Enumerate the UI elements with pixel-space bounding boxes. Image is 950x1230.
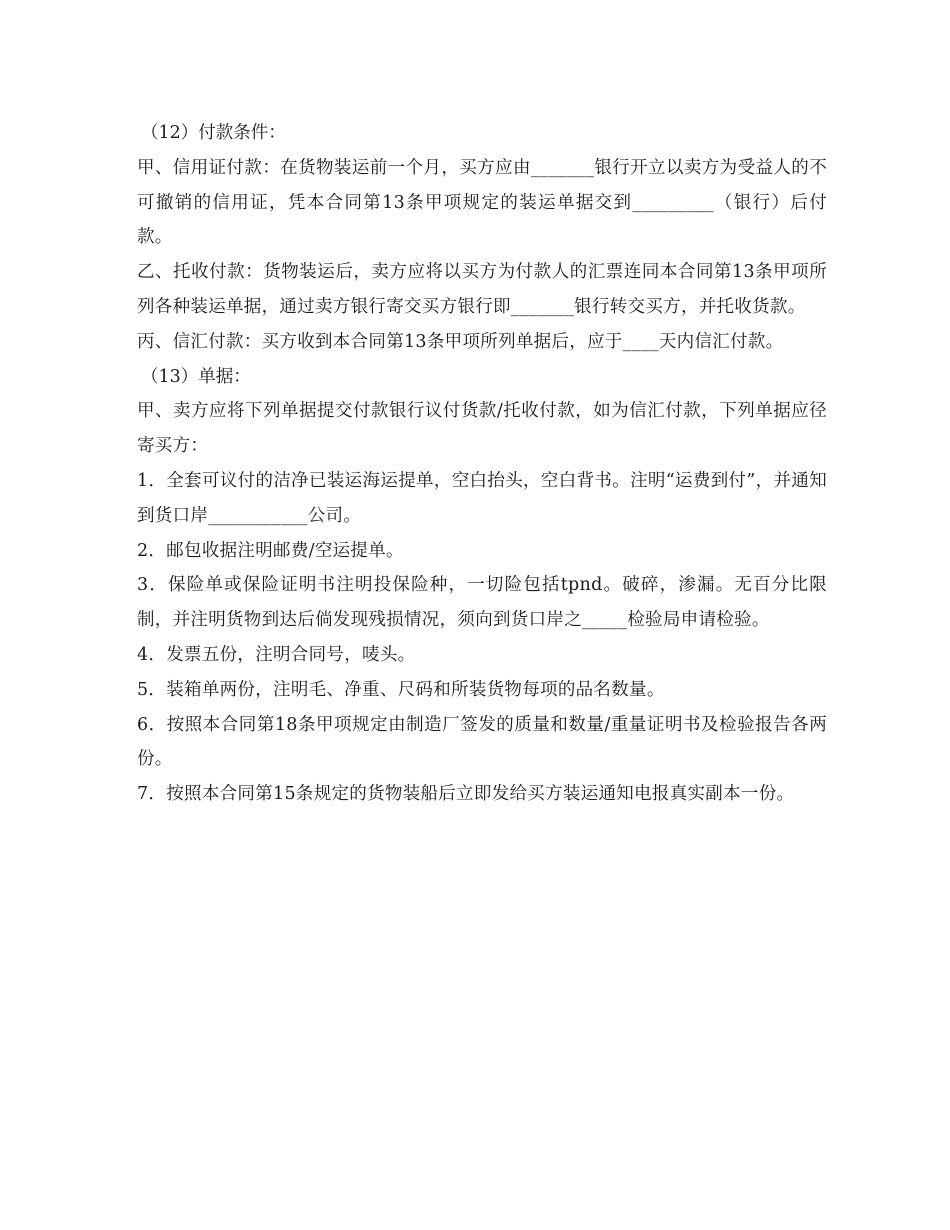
list-item-invoice: 4．发票五份，注明合同号，唛头。 (137, 644, 416, 665)
list-item-shipping-advice: 7．按照本合同第15条规定的货物装船后立即发给买方装运通知电报真实副本一份。 (137, 784, 795, 805)
paragraph-letter-of-credit: 甲、信用证付款：在货物装运前一个月，买方应由_______银行开立以卖方为受益人的不可撤销的信用证，凭本合同第13条甲项规定的装运单据交到_________（银行）后付款。 (137, 157, 827, 248)
section-payment-terms (137, 116, 827, 360)
list-item-packing-list: 5．装箱单两份，注明毛、净重、尺码和所装货物每项的品名数量。 (137, 679, 665, 700)
section-documents (137, 360, 827, 812)
paragraph-collection-payment: 乙、托收付款：货物装运后，卖方应将以买方为付款人的汇票连同本合同第13条甲项所列各种装运单据，通过卖方银行寄交买方银行即_______银行转交买方，并托收货款。 (137, 262, 827, 317)
section-heading: （12）付款条件： (141, 123, 286, 143)
list-item-quality-certificate: 6．按照本合同第18条甲项规定由制造厂签发的质量和数量/重量证明书及检验报告各两份。 (137, 714, 827, 770)
section-heading: （13）单据： (141, 366, 251, 387)
paragraph-mail-transfer: 丙、信汇付款：买方收到本合同第13条甲项所列单据后，应于____天内信汇付款。 (137, 331, 784, 352)
list-item-bill-of-lading: 1．全套可议付的洁净已装运海运提单，空白抬头，空白背书。注明“运费到付”，并通知到货口岸___________公司。 (137, 470, 827, 526)
list-item-insurance-policy: 3．保险单或保险证明书注明投保险种，一切险包括tpnd。破碎，渗漏。无百分比限制，并注明货物到达后倘发现残损情况，须向到货口岸之_____检验局申请检验。 (137, 575, 827, 631)
document-body (137, 116, 827, 812)
list-item-parcel-receipt: 2．邮包收据注明邮费/空运提单。 (137, 540, 404, 561)
paragraph-documents-intro: 甲、卖方应将下列单据提交付款银行议付货款/托收付款，如为信汇付款，下列单据应径寄买方： (137, 401, 827, 457)
